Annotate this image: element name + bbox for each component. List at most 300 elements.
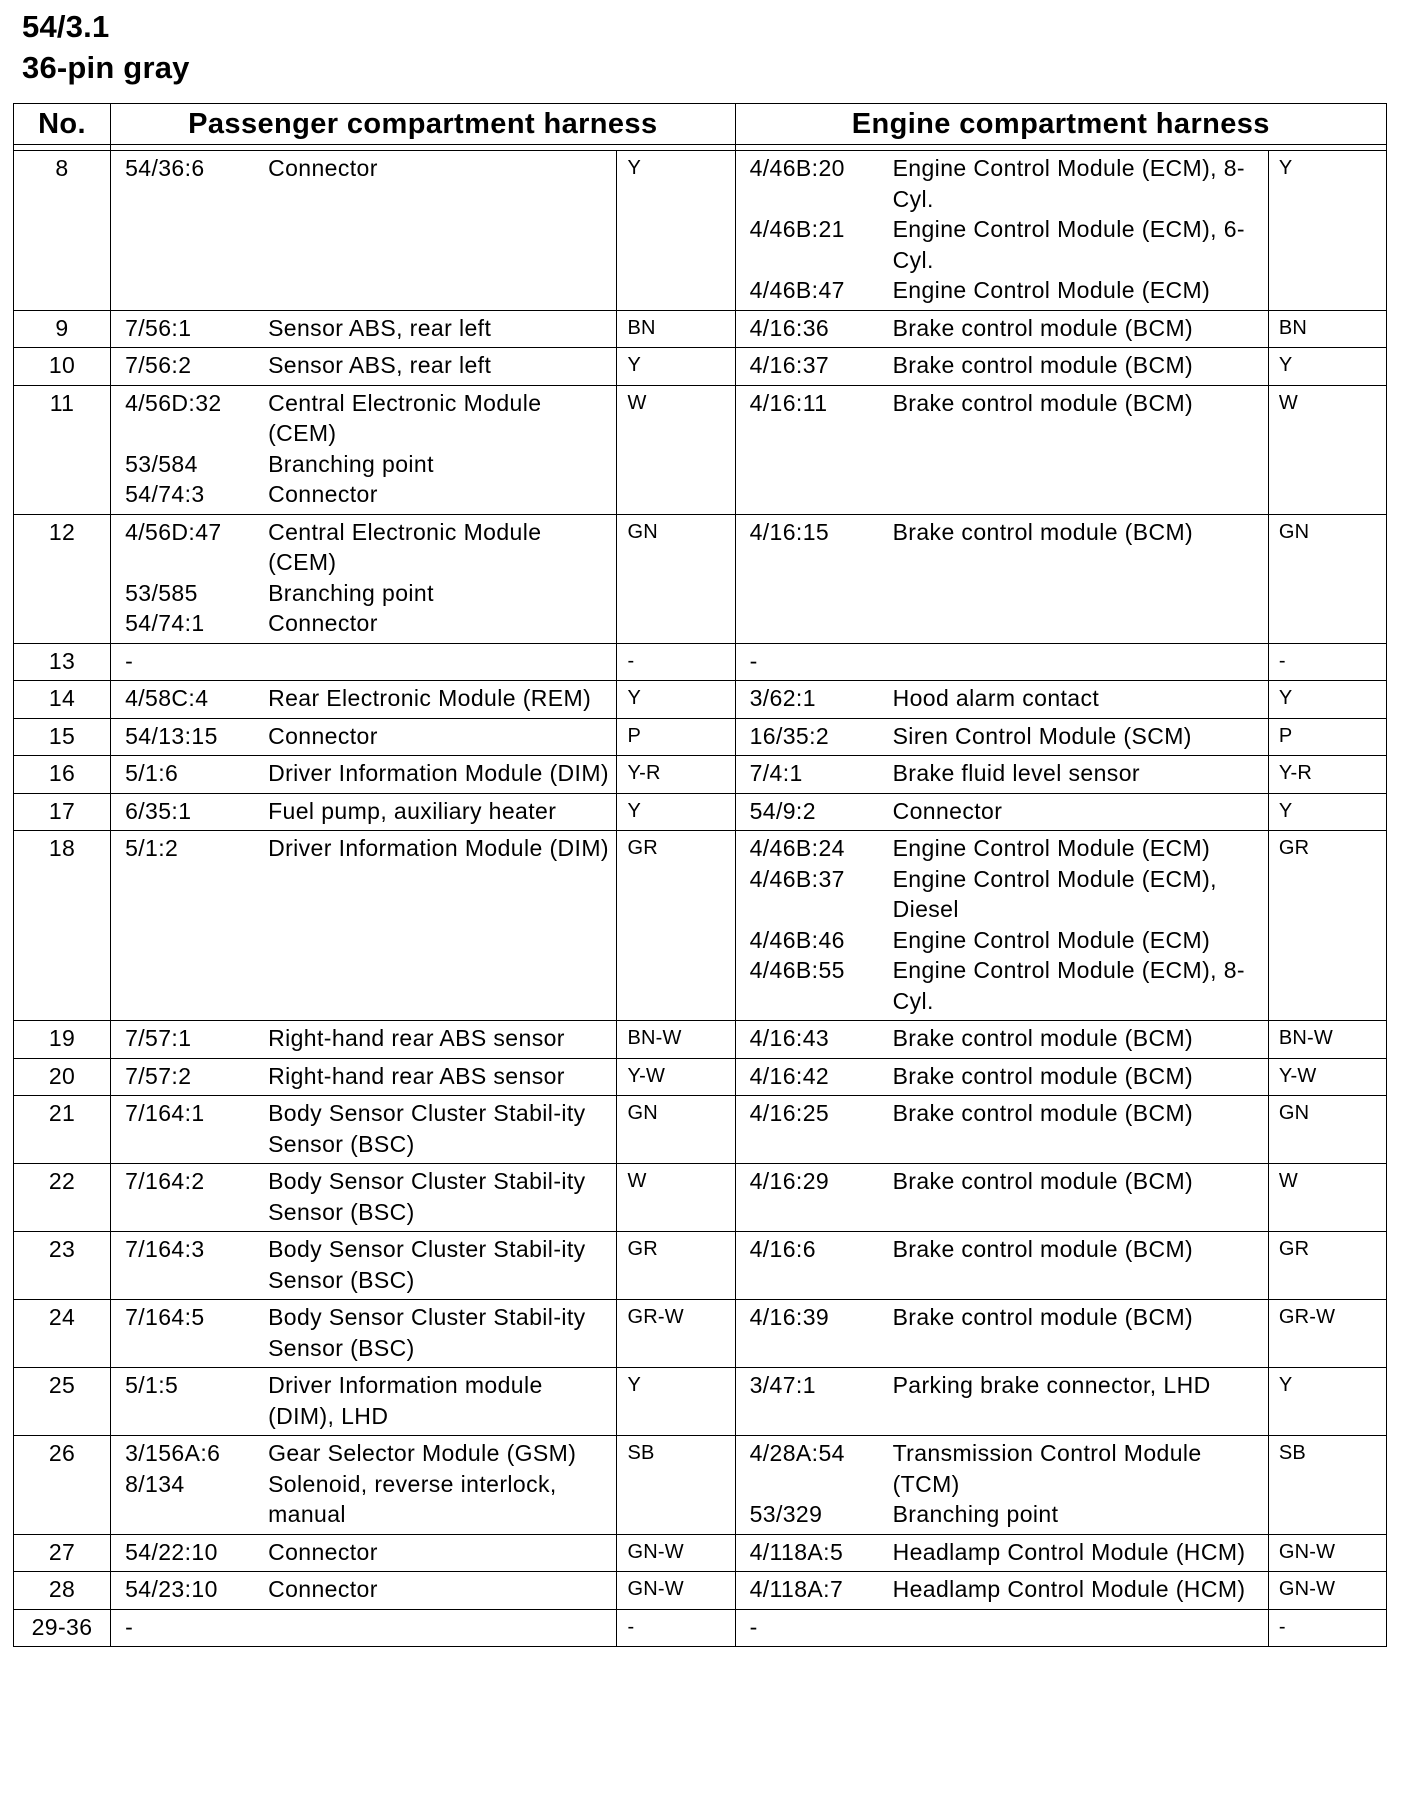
engine-code: 4/16:25	[749, 1100, 830, 1126]
passenger-wire-color: W	[617, 385, 735, 514]
passenger-harness-cell	[111, 718, 617, 756]
pin-number: 26	[14, 1436, 111, 1535]
engine-code: 4/46B:55	[749, 957, 845, 983]
passenger-wire-color: W	[617, 1164, 735, 1232]
engine-entry	[750, 1612, 1264, 1643]
header-engine-harness: Engine compartment harness	[735, 104, 1386, 145]
pin-number: 11	[14, 385, 111, 514]
engine-code: 7/4:1	[749, 760, 803, 786]
pin-number: 24	[14, 1300, 111, 1368]
engine-entry	[750, 833, 1264, 864]
passenger-wire-color: Y	[617, 151, 735, 311]
passenger-entry	[125, 833, 612, 864]
engine-description: Parking brake connector, LHD	[892, 1372, 1211, 1398]
passenger-entry	[125, 1438, 612, 1469]
passenger-wire-color: GN	[617, 514, 735, 643]
passenger-code: 4/58C:4	[125, 685, 209, 711]
engine-code: 4/46B:37	[749, 865, 845, 892]
passenger-wire-color: GR	[617, 1232, 735, 1300]
engine-entry	[750, 313, 1264, 344]
passenger-entry	[125, 1061, 612, 1092]
passenger-wire-color: Y-R	[617, 756, 735, 794]
passenger-description: Branching point	[268, 579, 434, 606]
table-body	[14, 151, 1387, 1647]
engine-harness-cell	[735, 1368, 1268, 1436]
passenger-description	[268, 1612, 612, 1643]
engine-code: 53/329	[749, 1501, 823, 1527]
engine-harness-cell	[735, 831, 1268, 1021]
engine-entry	[750, 721, 1264, 752]
passenger-wire-color: SB	[617, 1436, 735, 1535]
engine-wire-color: Y-W	[1268, 1058, 1386, 1096]
passenger-wire-color: -	[617, 1609, 735, 1647]
engine-wire-color: W	[1268, 1164, 1386, 1232]
pin-number: 28	[14, 1572, 111, 1610]
engine-description	[893, 646, 1264, 677]
pin-number: 25	[14, 1368, 111, 1436]
passenger-entry	[125, 683, 612, 714]
table-row	[14, 643, 1387, 681]
engine-harness-cell	[735, 793, 1268, 831]
passenger-code: 53/584	[125, 450, 198, 477]
engine-code: 4/46B:20	[749, 155, 845, 181]
passenger-description	[268, 646, 612, 677]
engine-description: Brake control module (BCM)	[892, 1062, 1194, 1089]
pin-number: 14	[14, 681, 111, 719]
passenger-description: Right-hand rear ABS sensor	[268, 1062, 565, 1089]
passenger-harness-cell	[111, 793, 617, 831]
engine-description: Brake control module (BCM)	[892, 1236, 1194, 1262]
engine-entry	[750, 1166, 1264, 1197]
passenger-code: 54/74:1	[125, 610, 205, 636]
passenger-wire-color: GN	[617, 1096, 735, 1164]
table-row	[14, 1096, 1387, 1164]
engine-description: Engine Control Module (ECM)	[892, 277, 1211, 303]
passenger-code: 5/1:5	[125, 1372, 179, 1398]
passenger-harness-cell	[111, 1368, 617, 1436]
engine-code: 4/46B:21	[749, 216, 845, 242]
passenger-harness-cell	[111, 1300, 617, 1368]
passenger-entry	[125, 1537, 612, 1568]
passenger-entry	[125, 1302, 612, 1363]
engine-description: Engine Control Module (ECM)	[892, 835, 1211, 861]
passenger-code: 54/13:15	[125, 722, 218, 749]
engine-code: 4/46B:47	[749, 277, 845, 303]
passenger-code: 5/1:6	[125, 760, 179, 786]
passenger-entry	[125, 578, 612, 609]
engine-code: 4/16:37	[749, 352, 830, 378]
table-row	[14, 831, 1387, 1021]
engine-entry	[750, 1499, 1264, 1530]
engine-harness-cell	[735, 1572, 1268, 1610]
pin-number: 10	[14, 348, 111, 386]
engine-entry	[750, 1023, 1264, 1054]
engine-harness-cell	[735, 348, 1268, 386]
engine-wire-color: Y	[1268, 1368, 1386, 1436]
passenger-code: 5/1:2	[125, 835, 179, 861]
engine-description: Brake control module (BCM)	[892, 518, 1194, 545]
passenger-entry	[125, 1166, 612, 1227]
table-row	[14, 1572, 1387, 1610]
engine-entry	[750, 1061, 1264, 1092]
engine-entry	[750, 955, 1264, 1016]
passenger-entry	[125, 608, 612, 639]
passenger-entry	[125, 313, 612, 344]
engine-wire-color: P	[1268, 718, 1386, 756]
passenger-harness-cell	[111, 1164, 617, 1232]
engine-entry	[750, 925, 1264, 956]
passenger-description: Connector	[268, 610, 378, 636]
engine-code: 3/47:1	[749, 1372, 816, 1398]
table-row	[14, 793, 1387, 831]
engine-wire-color: Y-R	[1268, 756, 1386, 794]
passenger-description: Driver Information Module (DIM)	[268, 835, 609, 861]
engine-description: Hood alarm contact	[892, 685, 1100, 711]
engine-entry	[750, 1438, 1264, 1499]
engine-harness-cell	[735, 718, 1268, 756]
engine-code: 4/16:6	[749, 1236, 816, 1262]
engine-code: 4/46B:46	[749, 926, 845, 953]
passenger-code: 7/56:2	[125, 352, 192, 378]
passenger-code: 54/36:6	[125, 155, 205, 181]
passenger-description: Fuel pump, auxiliary heater	[268, 797, 557, 824]
passenger-description: Connector	[268, 155, 378, 181]
engine-harness-cell	[735, 1300, 1268, 1368]
passenger-description: Body Sensor Cluster Stabil-ity Sensor (BSC)	[268, 1168, 586, 1225]
pin-number: 13	[14, 643, 111, 681]
passenger-entry	[125, 1023, 612, 1054]
passenger-code: -	[125, 647, 134, 674]
engine-description: Transmission Control Module (TCM)	[892, 1440, 1202, 1497]
engine-code: 54/9:2	[749, 797, 816, 824]
engine-description: Brake control module (BCM)	[892, 1168, 1194, 1194]
header-passenger-harness: Passenger compartment harness	[111, 104, 736, 145]
engine-description: Siren Control Module (SCM)	[892, 722, 1192, 749]
passenger-harness-cell	[111, 385, 617, 514]
passenger-description: Connector	[268, 481, 378, 507]
engine-code: 4/118A:7	[749, 1576, 844, 1602]
engine-harness-cell	[735, 1021, 1268, 1059]
passenger-wire-color: Y	[617, 793, 735, 831]
engine-code: 4/16:36	[749, 314, 830, 341]
engine-description: Engine Control Module (ECM)	[892, 926, 1211, 953]
passenger-harness-cell	[111, 756, 617, 794]
passenger-harness-cell	[111, 1534, 617, 1572]
engine-code: 16/35:2	[749, 722, 830, 749]
passenger-code: 54/23:10	[125, 1576, 218, 1602]
engine-entry	[750, 1537, 1264, 1568]
table-row	[14, 681, 1387, 719]
passenger-description: Driver Information Module (DIM)	[268, 760, 609, 786]
table-row	[14, 756, 1387, 794]
passenger-description: Connector	[268, 1576, 378, 1602]
passenger-harness-cell	[111, 348, 617, 386]
connector-description: 36-pin gray	[22, 50, 190, 85]
passenger-description: Solenoid, reverse interlock, manual	[268, 1470, 557, 1527]
pin-number: 8	[14, 151, 111, 311]
engine-description: Brake control module (BCM)	[892, 352, 1194, 378]
table-row	[14, 1164, 1387, 1232]
engine-entry	[750, 1370, 1264, 1401]
engine-description: Connector	[892, 797, 1003, 824]
passenger-harness-cell	[111, 310, 617, 348]
passenger-description: Branching point	[268, 450, 434, 477]
passenger-description: Right-hand rear ABS sensor	[268, 1025, 565, 1051]
engine-wire-color: GN	[1268, 1096, 1386, 1164]
passenger-description: Connector	[268, 1538, 378, 1565]
engine-harness-cell	[735, 1232, 1268, 1300]
passenger-wire-color: Y	[617, 1368, 735, 1436]
pin-number: 20	[14, 1058, 111, 1096]
passenger-code: 7/56:1	[125, 314, 192, 341]
pin-number: 21	[14, 1096, 111, 1164]
table-row	[14, 1021, 1387, 1059]
connector-id: 54/3.1	[22, 9, 110, 44]
passenger-wire-color: P	[617, 718, 735, 756]
passenger-wire-color: GR-W	[617, 1300, 735, 1368]
passenger-wire-color: GR	[617, 831, 735, 1021]
engine-description: Engine Control Module (ECM), 8-Cyl.	[892, 155, 1245, 212]
engine-harness-cell	[735, 151, 1268, 311]
engine-code: 4/16:43	[749, 1025, 830, 1051]
engine-wire-color: Y	[1268, 793, 1386, 831]
passenger-code: 54/74:3	[125, 481, 205, 507]
engine-harness-cell	[735, 681, 1268, 719]
pin-number: 9	[14, 310, 111, 348]
engine-code: 4/46B:24	[749, 835, 845, 861]
engine-wire-color: Y	[1268, 681, 1386, 719]
passenger-harness-cell	[111, 514, 617, 643]
passenger-harness-cell	[111, 643, 617, 681]
passenger-wire-color: BN-W	[617, 1021, 735, 1059]
passenger-harness-cell	[111, 831, 617, 1021]
passenger-code: 7/164:3	[125, 1236, 205, 1262]
table-row	[14, 348, 1387, 386]
passenger-description: Gear Selector Module (GSM)	[268, 1440, 577, 1466]
passenger-entry	[125, 517, 612, 578]
passenger-code: 8/134	[125, 1470, 185, 1497]
passenger-harness-cell	[111, 1096, 617, 1164]
engine-description: Headlamp Control Module (HCM)	[892, 1576, 1246, 1602]
pin-number: 12	[14, 514, 111, 643]
engine-harness-cell	[735, 1436, 1268, 1535]
engine-code: 4/16:42	[749, 1062, 830, 1089]
table-row	[14, 385, 1387, 514]
table-row	[14, 310, 1387, 348]
passenger-wire-color: GN-W	[617, 1534, 735, 1572]
engine-harness-cell	[735, 514, 1268, 643]
passenger-harness-cell	[111, 1572, 617, 1610]
pin-number: 17	[14, 793, 111, 831]
passenger-entry	[125, 721, 612, 752]
engine-description: Brake fluid level sensor	[892, 760, 1140, 786]
table-row	[14, 151, 1387, 311]
table-row	[14, 1534, 1387, 1572]
table-row	[14, 514, 1387, 643]
passenger-wire-color: Y-W	[617, 1058, 735, 1096]
engine-entry	[750, 388, 1264, 419]
engine-entry	[750, 214, 1264, 275]
pin-number: 29-36	[14, 1609, 111, 1647]
passenger-harness-cell	[111, 1609, 617, 1647]
engine-wire-color: GN-W	[1268, 1572, 1386, 1610]
engine-entry	[750, 275, 1264, 306]
engine-entry	[750, 1234, 1264, 1265]
passenger-harness-cell	[111, 1232, 617, 1300]
pin-assignment-table	[13, 103, 1387, 1647]
pin-number: 16	[14, 756, 111, 794]
passenger-entry	[125, 350, 612, 381]
passenger-entry	[125, 1469, 612, 1530]
engine-description: Brake control module (BCM)	[892, 1025, 1194, 1051]
passenger-entry	[125, 1370, 612, 1431]
engine-code: 4/16:11	[749, 389, 828, 416]
passenger-entry	[125, 758, 612, 789]
engine-harness-cell	[735, 1609, 1268, 1647]
engine-wire-color: GR-W	[1268, 1300, 1386, 1368]
engine-description: Engine Control Module (ECM), 8-Cyl.	[892, 957, 1245, 1014]
table-row	[14, 1232, 1387, 1300]
engine-harness-cell	[735, 385, 1268, 514]
engine-wire-color: SB	[1268, 1436, 1386, 1535]
engine-entry	[750, 350, 1264, 381]
engine-code: 4/16:15	[749, 518, 830, 545]
table-row	[14, 1368, 1387, 1436]
table-row	[14, 1300, 1387, 1368]
table-row	[14, 718, 1387, 756]
engine-harness-cell	[735, 1096, 1268, 1164]
engine-wire-color: GR	[1268, 831, 1386, 1021]
engine-entry	[750, 864, 1264, 925]
engine-code: -	[749, 1613, 758, 1640]
engine-entry	[750, 758, 1264, 789]
pin-number: 23	[14, 1232, 111, 1300]
passenger-wire-color: Y	[617, 348, 735, 386]
engine-entry	[750, 646, 1264, 677]
engine-wire-color: GN-W	[1268, 1534, 1386, 1572]
engine-wire-color: GR	[1268, 1232, 1386, 1300]
passenger-wire-color: -	[617, 643, 735, 681]
engine-code: 4/118A:5	[749, 1538, 844, 1565]
passenger-code: 3/156A:6	[125, 1440, 221, 1466]
passenger-code: 7/164:5	[125, 1304, 205, 1330]
engine-entry	[750, 683, 1264, 714]
engine-description: Engine Control Module (ECM), Diesel	[892, 865, 1217, 922]
table-header-row	[14, 104, 1387, 145]
passenger-description: Central Electronic Module (CEM)	[268, 518, 542, 575]
passenger-code: 54/22:10	[125, 1538, 218, 1565]
engine-wire-color: GN	[1268, 514, 1386, 643]
engine-wire-color: Y	[1268, 151, 1386, 311]
passenger-entry	[125, 796, 612, 827]
engine-harness-cell	[735, 1058, 1268, 1096]
engine-description	[893, 1612, 1264, 1643]
passenger-entry	[125, 479, 612, 510]
passenger-description: Sensor ABS, rear left	[268, 352, 492, 378]
passenger-entry	[125, 153, 612, 184]
engine-harness-cell	[735, 756, 1268, 794]
engine-wire-color: -	[1268, 643, 1386, 681]
pin-number: 18	[14, 831, 111, 1021]
engine-entry	[750, 1302, 1264, 1333]
engine-code: 4/16:29	[749, 1168, 830, 1194]
passenger-code: 7/164:2	[125, 1168, 205, 1194]
engine-description: Brake control module (BCM)	[892, 314, 1194, 341]
table-row	[14, 1436, 1387, 1535]
engine-harness-cell	[735, 643, 1268, 681]
passenger-harness-cell	[111, 1021, 617, 1059]
engine-wire-color: BN	[1268, 310, 1386, 348]
passenger-code: 6/35:1	[125, 797, 192, 824]
passenger-wire-color: BN	[617, 310, 735, 348]
engine-entry	[750, 517, 1264, 548]
engine-wire-color: W	[1268, 385, 1386, 514]
engine-harness-cell	[735, 1164, 1268, 1232]
passenger-harness-cell	[111, 681, 617, 719]
engine-entry	[750, 796, 1264, 827]
passenger-entry	[125, 1098, 612, 1159]
passenger-description: Sensor ABS, rear left	[268, 314, 492, 341]
passenger-entry	[125, 1234, 612, 1295]
engine-code: -	[749, 647, 758, 674]
passenger-entry	[125, 646, 612, 677]
engine-description: Engine Control Module (ECM), 6-Cyl.	[892, 216, 1245, 273]
passenger-description: Body Sensor Cluster Stabil-ity Sensor (BSC)	[268, 1100, 586, 1157]
engine-code: 4/16:39	[749, 1304, 830, 1330]
passenger-code: 53/585	[125, 579, 198, 606]
passenger-wire-color: Y	[617, 681, 735, 719]
document-heading	[22, 6, 190, 88]
passenger-harness-cell	[111, 1058, 617, 1096]
passenger-code: 4/56D:32	[125, 389, 222, 416]
engine-description: Branching point	[892, 1501, 1059, 1527]
engine-description: Brake control module (BCM)	[892, 1100, 1194, 1126]
engine-entry	[750, 1098, 1264, 1129]
passenger-code: 7/57:2	[125, 1062, 192, 1089]
passenger-description: Rear Electronic Module (REM)	[268, 685, 592, 711]
pin-number: 19	[14, 1021, 111, 1059]
passenger-entry	[125, 388, 612, 449]
passenger-description: Central Electronic Module (CEM)	[268, 389, 542, 446]
table-row	[14, 1058, 1387, 1096]
header-no: No.	[14, 104, 111, 145]
engine-description: Brake control module (BCM)	[892, 389, 1194, 416]
engine-code: 3/62:1	[749, 685, 816, 711]
engine-description: Headlamp Control Module (HCM)	[892, 1538, 1246, 1565]
passenger-code: -	[125, 1613, 134, 1640]
engine-entry	[750, 1574, 1264, 1605]
pin-number: 15	[14, 718, 111, 756]
passenger-entry	[125, 1612, 612, 1643]
passenger-description: Driver Information module (DIM), LHD	[268, 1372, 543, 1429]
passenger-description: Connector	[268, 722, 378, 749]
engine-code: 4/28A:54	[749, 1440, 845, 1466]
engine-entry	[750, 153, 1264, 214]
passenger-wire-color: GN-W	[617, 1572, 735, 1610]
engine-wire-color: Y	[1268, 348, 1386, 386]
passenger-entry	[125, 1574, 612, 1605]
passenger-harness-cell	[111, 151, 617, 311]
passenger-description: Body Sensor Cluster Stabil-ity Sensor (BSC)	[268, 1304, 586, 1361]
engine-wire-color: BN-W	[1268, 1021, 1386, 1059]
pin-number: 27	[14, 1534, 111, 1572]
engine-description: Brake control module (BCM)	[892, 1304, 1194, 1330]
passenger-entry	[125, 449, 612, 480]
engine-harness-cell	[735, 1534, 1268, 1572]
passenger-description: Body Sensor Cluster Stabil-ity Sensor (BSC)	[268, 1236, 586, 1293]
passenger-code: 7/164:1	[125, 1100, 205, 1126]
table-row	[14, 1609, 1387, 1647]
